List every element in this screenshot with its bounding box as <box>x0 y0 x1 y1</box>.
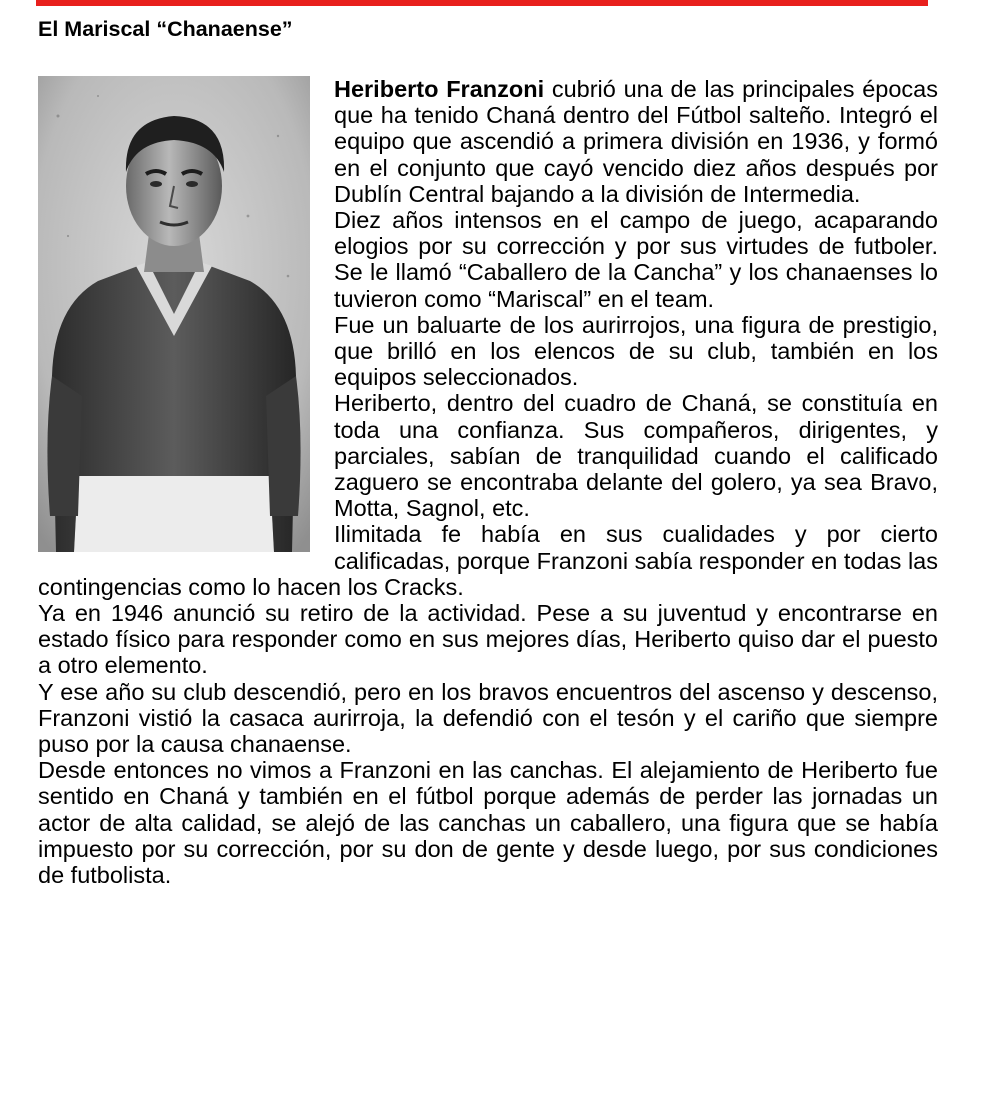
paragraph-6: Ya en 1946 anunció su retiro de la actividad. Pese a su juventud y encontrarse en estado físico para responder como en sus mejores días, Heriberto quiso dar el puesto a otro elemento. <box>38 600 938 679</box>
paragraph-2: Diez años intensos en el campo de juego, acaparando elogios por su corrección y por sus virtudes de futboler. Se le llamó “Caballero de la Cancha” y los chanaenses lo tuvieron como “Mariscal” en el team. <box>334 207 938 312</box>
paragraph-8: Desde entonces no vimos a Franzoni en las canchas. El alejamiento de Heriberto fue sentido en Chaná y también en el fútbol porque además de perder las jornadas un actor de alta calidad, se alejó de las canchas un caballero, una figura que se había impuesto por su corrección, por su don de gente y desde luego, por sus condiciones de futbolista. <box>38 757 938 889</box>
paragraph-1-text: cubrió una de las principales épocas que ha tenido Chaná dentro del Fútbol salteño. Integró el equipo que ascendió a primera división en 1936, y formó en el conjunto que cayó vencido diez años después por Dublín Central bajando a la división de Intermedia. <box>334 76 938 207</box>
paragraph-5: Ilimitada fe había en sus cualidades y por cierto calificadas, porque Franzoni sabía responder en todas las contingencias como lo hacen los Cracks. <box>38 521 938 600</box>
player-photo <box>38 76 310 552</box>
paragraph-4: Heriberto, dentro del cuadro de Chaná, se constituía en toda una confianza. Sus compañeros, dirigentes, y parciales, sabían de tranquilidad cuando el calificado zaguero se encontraba delante del golero, ya sea Bravo, Motta, Sagnol, etc. <box>334 390 938 522</box>
paragraph-7: Y ese año su club descendió, pero en los bravos encuentros del ascenso y descenso, Franzoni vistió la casaca aurirroja, la defendió con el tesón y el cariño que siempre puso por la causa chanaense. <box>38 678 938 758</box>
article-body <box>38 76 938 888</box>
page-title: El Mariscal “Chanaense” <box>38 17 293 41</box>
paragraph-3: Fue un baluarte de los aurirrojos, una figura de prestigio, que brilló en los elencos de su club, también en los equipos seleccionados. <box>334 311 938 391</box>
lead-name: Heriberto Franzoni <box>334 76 545 102</box>
header-red-rule <box>36 0 928 6</box>
